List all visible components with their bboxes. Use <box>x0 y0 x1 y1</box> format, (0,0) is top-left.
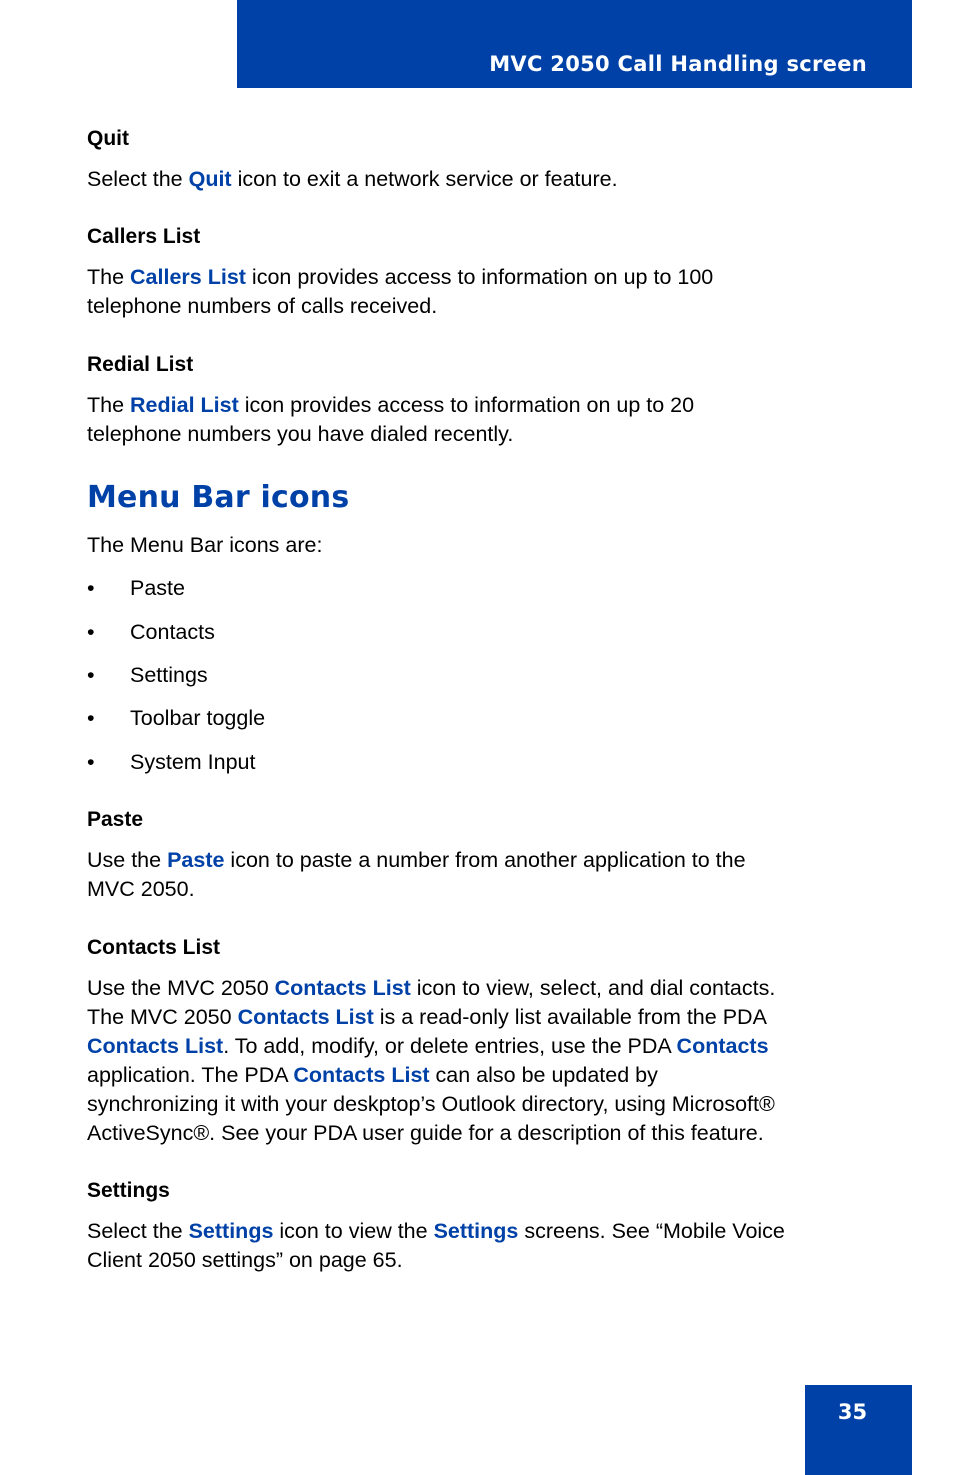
paste-keyword: Paste <box>167 848 225 872</box>
menu-bar-icons-heading: Menu Bar icons <box>87 480 350 515</box>
quit-paragraph: Select the Quit icon to exit a network service or feature. <box>87 167 618 191</box>
quit-heading: Quit <box>87 127 129 150</box>
page-number-box <box>805 1385 912 1475</box>
callers-list-keyword: Callers List <box>130 265 246 289</box>
settings-paragraph: Select the Settings icon to view the Settings screens. See “Mobile Voice Client 2050 settings” on page 65. <box>87 1219 785 1272</box>
callers-list-heading: Callers List <box>87 225 201 248</box>
paste-paragraph: Use the Paste icon to paste a number from another application to the MVC 2050. <box>87 848 746 901</box>
paste-heading: Paste <box>87 808 144 831</box>
redial-list-keyword: Redial List <box>130 393 239 417</box>
menu-bar-intro: The Menu Bar icons are: <box>87 533 323 557</box>
contacts-list-heading: Contacts List <box>87 936 221 959</box>
settings-heading: Settings <box>87 1179 170 1202</box>
header-title: MVC 2050 Call Handling screen <box>489 52 867 76</box>
contacts-list-paragraph: Use the MVC 2050 Contacts List icon to view, select, and dial contacts. The MVC 2050 Contacts List is a read-only list available from the PDA Contacts List. To add, modify, or delete entries, use the PDA Contacts application. The PDA Contacts List can also be updated by synchronizing it with your deskptop’s Outlook directory, using Microsoft® ActiveSync®. See your PDA user guide for a description of this feature. <box>87 976 776 1145</box>
header-bar <box>237 0 912 88</box>
redial-list-paragraph: The Redial List icon provides access to information on up to 20 telephone numbers you have dialed recently. <box>87 393 695 446</box>
callers-list-paragraph: The Callers List icon provides access to information on up to 100 telephone numbers of calls received. <box>87 265 714 318</box>
page-number: 35 <box>837 1400 868 1424</box>
redial-list-heading: Redial List <box>87 353 194 376</box>
quit-keyword: Quit <box>188 167 232 191</box>
